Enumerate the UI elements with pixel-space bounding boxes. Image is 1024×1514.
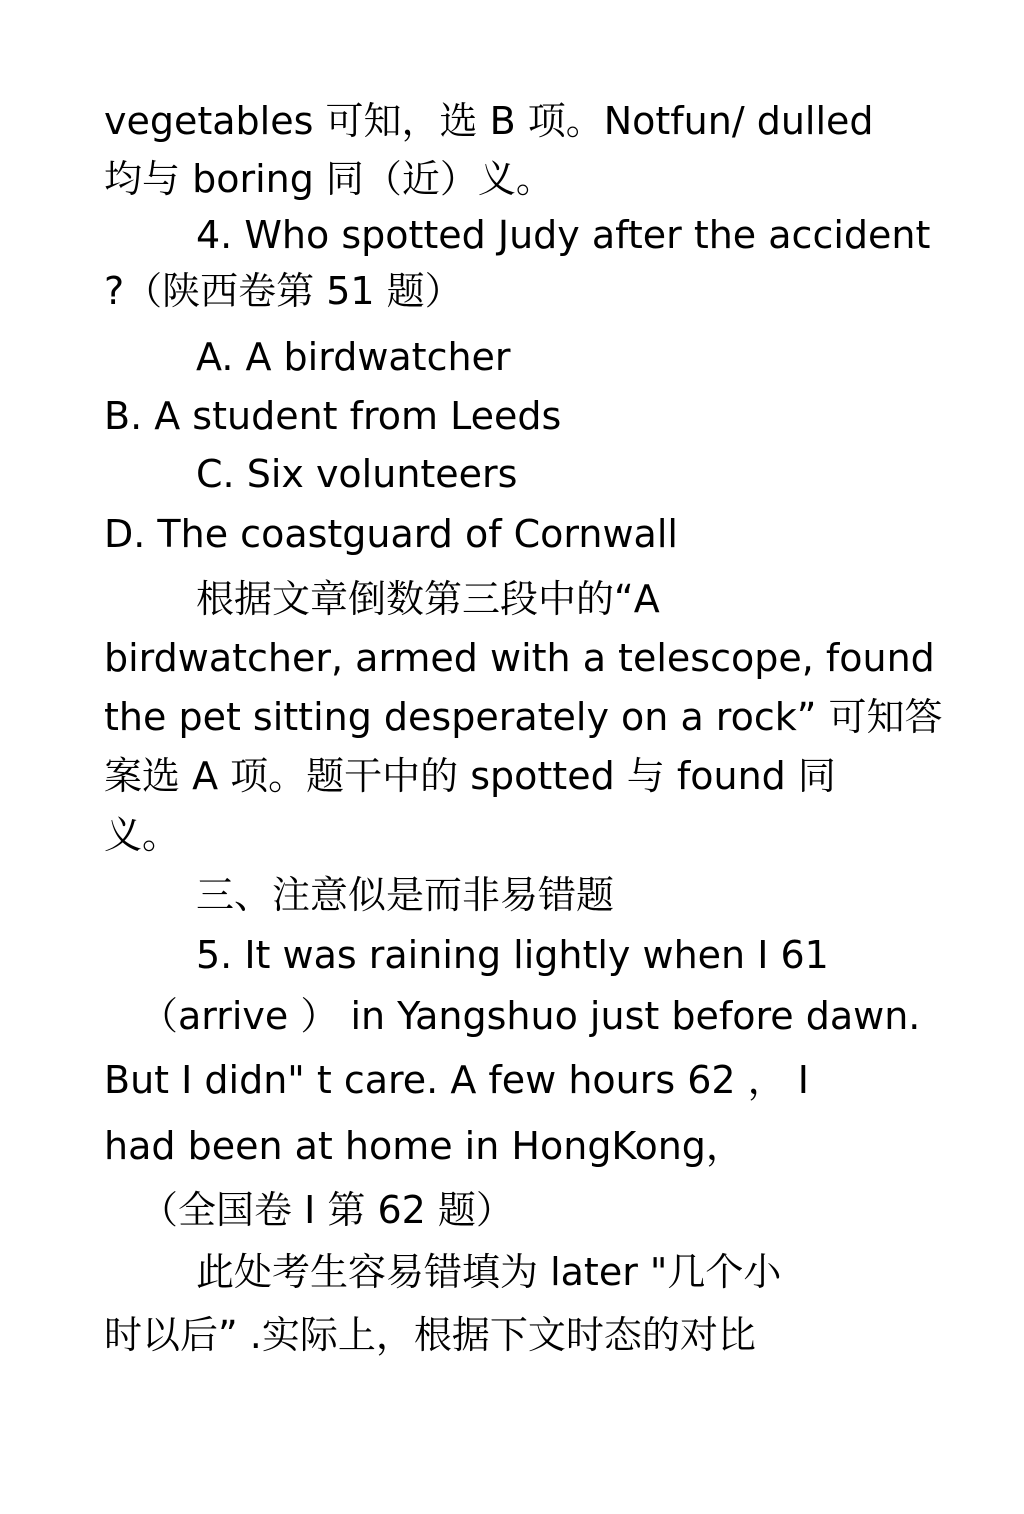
- question-4-source: ?（陕西卷第 51 题）: [104, 269, 463, 313]
- question-5-line: 5. It was raining lightly when I 61: [196, 933, 829, 977]
- option-a: A. A birdwatcher: [196, 335, 511, 379]
- text-line: vegetables 可知，选 B 项。Notfun/ dulled: [104, 99, 874, 143]
- question-5-source: （全国卷 I 第 62 题）: [140, 1188, 514, 1232]
- explanation-line: 根据文章倒数第三段中的“A: [196, 577, 660, 621]
- explanation-line: 此处考生容易错填为 later "几个小: [196, 1250, 782, 1294]
- text-line: 均与 boring 同（近）义。: [104, 157, 554, 201]
- question-5-line: （arrive ） in Yangshuo just before dawn.: [140, 994, 921, 1038]
- option-c: C. Six volunteers: [196, 452, 518, 496]
- explanation-line: 时以后” .实际上，根据下文时态的对比: [104, 1313, 756, 1357]
- question-5-line: had been at home in HongKong，: [104, 1124, 744, 1168]
- explanation-line: birdwatcher, armed with a telescope, found: [104, 636, 935, 680]
- option-b: B. A student from Leeds: [104, 394, 562, 438]
- explanation-line: the pet sitting desperately on a rock” 可知答: [104, 695, 943, 739]
- section-heading: 三、注意似是而非易错题: [196, 873, 615, 917]
- question-4-line: 4. Who spotted Judy after the accident: [196, 213, 931, 257]
- explanation-line: 义。: [104, 813, 181, 857]
- question-5-line: But I didn" t care. A few hours 62 ， I: [104, 1058, 809, 1102]
- explanation-line: 案选 A 项。题干中的 spotted 与 found 同: [104, 754, 836, 798]
- option-d: D. The coastguard of Cornwall: [104, 512, 678, 556]
